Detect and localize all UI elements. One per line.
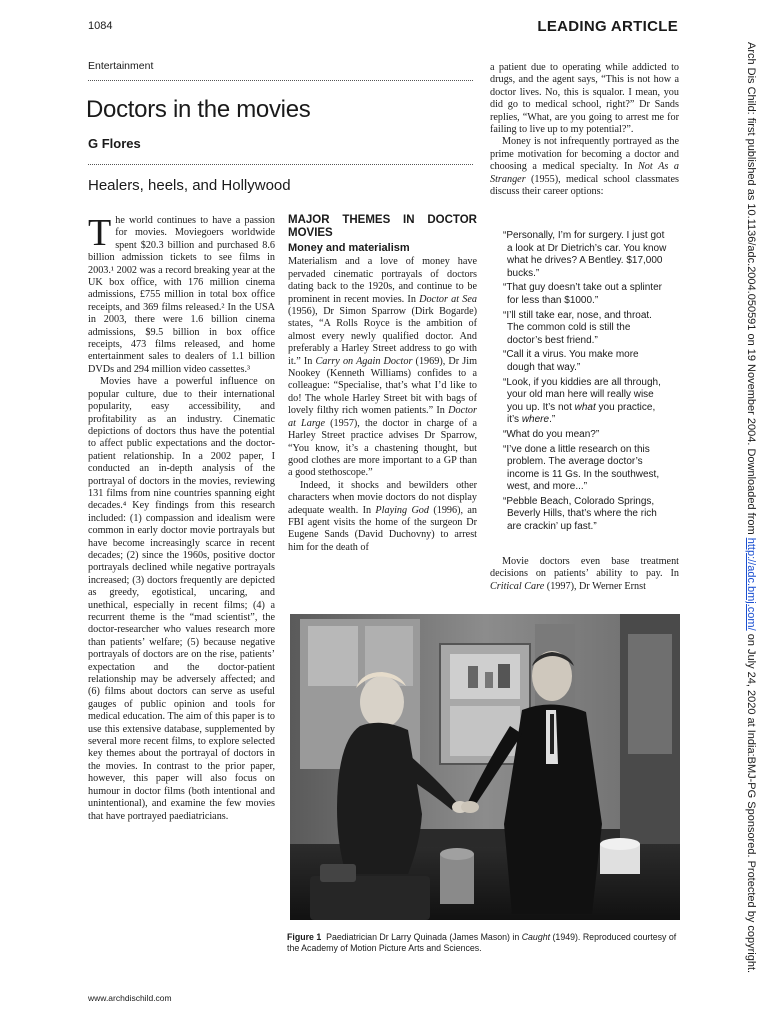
paragraph: Money is not infrequently portrayed as the prime motivation for becoming a doctor and choosing a medical specialty. In Not As a Stranger (1955), medical school classmates discuss their career options: (490, 136, 679, 198)
dialogue-line: “Personally, I’m for surgery. I just got a look at Dr Dietrich’s car. You know what he drives? A Bentley. $17,000 bucks.” (503, 230, 667, 279)
column-1 (88, 212, 275, 960)
dialogue-line: “Call it a virus. You make more dough that way.” (503, 349, 639, 373)
figure-film-still (290, 614, 680, 920)
dotted-rule-bottom (88, 164, 473, 165)
figure-label: Figure 1 (287, 932, 322, 942)
column-3-bottom (490, 556, 679, 593)
page-number: 1084 (88, 20, 113, 32)
download-notice-sidebar (741, 42, 759, 992)
column-2 (288, 214, 477, 614)
footer-url: www.archdischild.com (88, 993, 172, 1003)
article-author: G Flores (88, 136, 141, 151)
film-still-image (290, 614, 680, 920)
dialogue-line: “I’ll still take ear, nose, and throat. The common cold is still the doctor’s best friend.” (503, 309, 652, 346)
paragraph: Materialism and a love of money have pervaded cinematic portrayals of doctors dating back to the 1920s, and continue to be prominent in recent movies. In Doctor at Sea (1956), Dr Simon Sparrow (Dirk Bogarde) states, “A Rolls Royce is the ambition of almost every newly qualified doctor. And preferably a Harley Street address to go with it.” In Carry on Again Doctor (1969), Dr Jim Nookey (Kenneth Williams) confides to a colleague: “Specialise, that’s what I’d like to do! The whole Harley Street bit with bags of lovely filthy rich women patients.” In Doctor at Large (1957), the doctor in charge of a Harley Street practice advises Dr Sparrow, “You know, it’s a chastening thought, but good clothes are more important to a GP than a good stethoscope.” (288, 256, 477, 479)
download-notice: Arch Dis Child: first published as 10.1136/adc.2004.050591 on 19 November 2004. Downloaded from http://adc.bmj.com/ on July 24, 2020 at India:BMJ-PG Sponsored. Protected by copyright. (745, 42, 757, 974)
column-3-top (490, 62, 679, 222)
section-label: Entertainment (88, 60, 154, 72)
paragraph: Movie doctors even base treatment decisions on patients’ ability to pay. In Critical Care (1997), Dr Werner Ernst (490, 556, 679, 592)
figure-caption: Figure 1 Paediatrician Dr Larry Quinada (James Mason) in Caught (1949). Reproduced courtesy of the Academy of Motion Picture Arts and Sciences. (287, 932, 677, 953)
running-head: LEADING ARTICLE (537, 18, 678, 35)
download-link[interactable]: http://adc.bmj.com/ (745, 537, 757, 631)
article-title: Doctors in the movies (86, 96, 311, 123)
dotted-rule-top (88, 80, 473, 81)
subsection-heading: Money and materialism (288, 242, 410, 254)
paragraph: Movies have a powerful influence on popular culture, due to their international popularity, easy accessibility, and profitability as an industry. Cinematic depictions of doctors thus have the potential to affect public expectations and the doctor-patient relationship. In a 2002 paper, I conducted an in-depth analysis of the portrayal of doctors in the movies, reviewing 131 films from nine countries spanning eight decades.⁴ Key findings from this research included: (1) compassion and idealism were common in early doctor movie portrayals but have become increasingly scarce in recent decades; (2) since the 1960s, positive doctor portrayals declined while negative portrayals increased; (3) doctors frequently are depicted as greedy, egotistical, uncaring, and unethical, especially in recent films; (4) a recurrent theme is the “mad scientist”, the doctor-researcher who values research more than patients’ welfare; (5) because negative portrayals of doctors are on the rise, patients’ expectation and the doctor-patient relationship may be adversely affected; and (6) films about doctors can serve as useful gauges of public opinion and tools for medical education. The aim of this paper is to use this extensive database, supplemented by several more recent films, to explore selected key themes about the portrayal of doctors in the movies. In contrast to the prior paper, however, this paper will also focus on humour in doctor films (both intentional and unintentional), and examine the few movies that have portrayed paediatricians. (88, 376, 275, 822)
paragraph: a patient due to operating while addicted to drugs, and the agent says, “This is not how a doctor lives. No, this is squalor. I mean, you did go to medical school, right?” Dr Sands replies, “What, are you going to arrest me for failing to live up to my potential?”. (490, 62, 679, 136)
section-heading: MAJOR THEMES IN DOCTOR MOVIES (288, 214, 477, 239)
dialogue-line: “Look, if you kiddies are all through, your old man here will really wise you up. It’s not what you practice, it’s where.” (503, 376, 661, 426)
dialogue-line: “I’ve done a little research on this problem. The average doctor’s income is 11 Gs. In the southwest, west, and more...” (503, 443, 660, 493)
dialogue-block (503, 230, 667, 536)
paragraph: Indeed, it shocks and bewilders other characters when movie doctors do not display adequate wealth. In Playing God (1996), an FBI agent visits the home of the surgeon Dr Eugene Sands (David Duchovny) to arrest him for the death of (288, 479, 478, 553)
article-subtitle: Healers, heels, and Hollywood (88, 177, 291, 194)
dialogue-line: “What do you mean?” (503, 428, 600, 440)
dialogue-line: “That guy doesn’t take out a splinter for less than $1000.” (503, 282, 662, 306)
drop-cap: T (88, 212, 112, 254)
intro-paragraph: he world continues to have a passion for movies. Moviegoers worldwide spent $20.3 billion and purchased 8.6 billion admission tickets to see films in 2003.¹ 2002 was a record breaking year at the UK box office, with 176 million cinema admissions, £755 million in total box office receipts, and 369 films released.² In the USA in 2003, there were 1.6 billion cinema admissions, $9.5 billion in box office receipts, 473 films released, and home entertainment sales to dealers of 1.1 billion DVDs and 294 million video cassettes.³ (88, 215, 275, 375)
dialogue-line: “Pebble Beach, Colorado Springs, Beverly Hills, that’s where the rich are crackin’ up fast.” (503, 495, 657, 533)
